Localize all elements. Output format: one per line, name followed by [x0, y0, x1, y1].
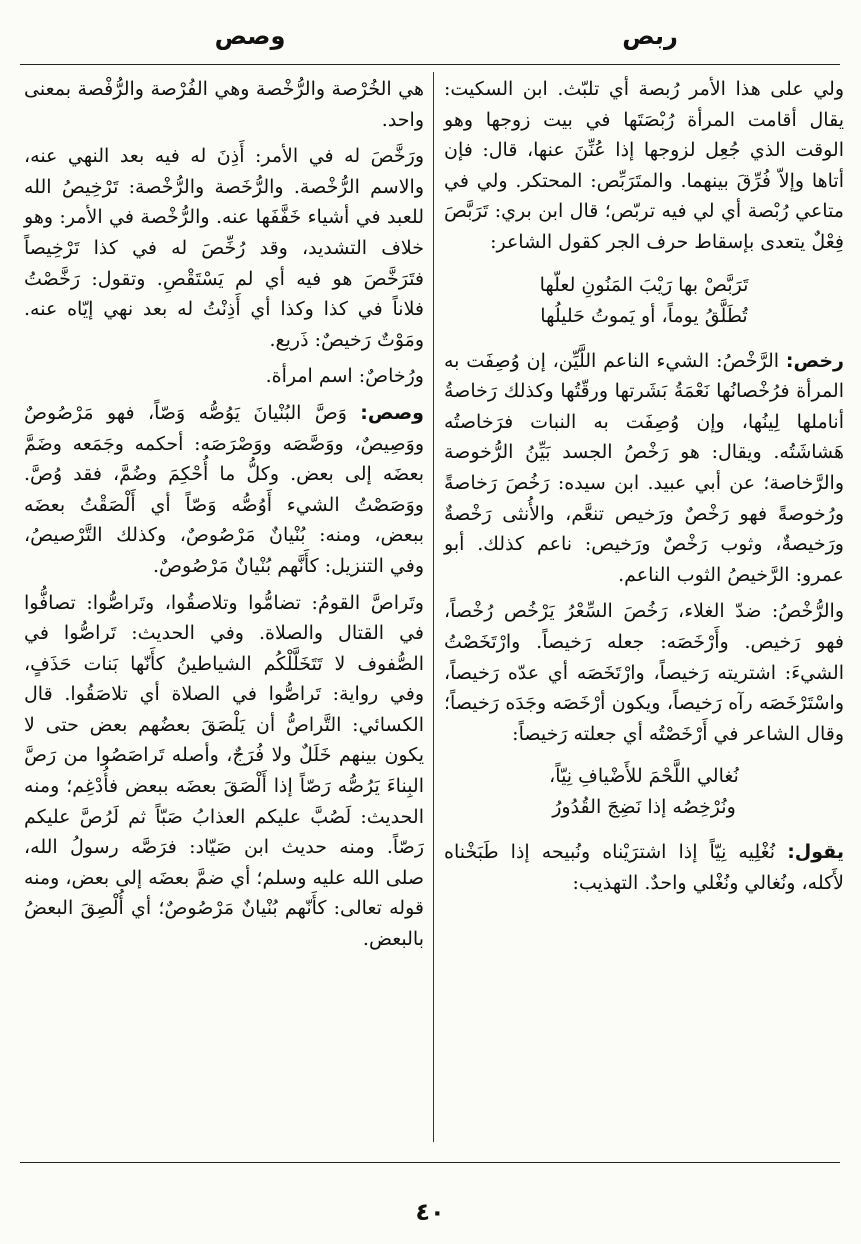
- left-column: [24, 74, 424, 961]
- verse-line: تُطَلَّقُ يوماً، أو يَموتُ حَليلُها: [540, 304, 748, 327]
- paragraph: [24, 398, 424, 582]
- paragraph: هي الخُرْصة والرُّخْصة وهي الفُرْصة والرُّفْصة بمعنى واحد.: [24, 78, 424, 131]
- verse-line: تَرَبَّصْ بها رَيْبَ المَنُونِ لعلّها: [539, 273, 749, 296]
- verse-line: نُغالي اللَّحْمَ للأَضْيافِ نِيّاً،: [549, 765, 739, 788]
- entry-text: نُغْلِيه نِيّاً إذا اشترَيْناه ونُبيحه إذا طَبَخْناه لأَكله، ونُغالي ونُغْلي واحدٌ. التهذيب:: [444, 841, 844, 894]
- paragraph: [444, 837, 844, 898]
- verse-line: ونُرْخِصُه إذا نَضِجَ القُدُورُ: [552, 796, 736, 819]
- verse: [444, 761, 844, 823]
- entry-text: وَصَّ البُنْيانَ يَوُصُّه وَصّاً، فهو مَرْصُوصٌ ووَصِيصٌ، ووَصَّصَه ووَصْرَصَه: أحكمه وجَمَعه وضَمَّ بعضَه إلى بعض. وكلُّ ما أُحْكِمَ وضُمَّ، فقد وُصَّ. ووَصَصْتُ الشيء أَوُصُّه وَصّاً أي أَلْصَقْتُ بعضَه ببعض، ومنه: بُنْيانٌ مَرْصُوصٌ، وكذلك التَّرْصيصُ، وفي التنزيل: كأَنَّهم بُنْيانٌ مَرْصُوصٌ.: [24, 401, 424, 577]
- top-rule: [20, 64, 840, 65]
- paragraph: وتَراصَّ القومُ: تضامُّوا وتلاصقُوا، وتَراصُّوا: تصافُّوا في القتال والصلاة. وفي الحديث: تَراصُّوا في الصُّفوف لا تَتَخَلَّلْكُم الشياطينُ كأَنّها بَنات حَذَفٍ، وفي رواية: تَراصُّوا في الصلاة أي تلاصَقُوا. قال الكسائي: التَّراصُّ أن يَلْصَقَ بعضُهم بعض حتى لا يكون بينهم خَلَلٌ ولا فُرَجٌ، وأصله تَراصَصُوا من رَصَّ البِناءَ يَرُصُّه رَصّاً إذا أَلْصَقَ بعضَه ببعض فأُدْغِم؛ ومنه الحديث: لَصُبَّ عليكم العذابُ صَبّاً ثم لَرُصَّ عليكم رَصّاً. ومنه حديث ابن صَيّاد: فرَصَّه رسولُ الله، صلى الله عليه وسلم؛ أي ضمَّ بعضَه إلى بعض، ومنه قوله تعالى: كأَنّهم بُنْيانٌ مَرْصُوصٌ؛ أي أُلْصِقَ البعضُ بالبعض.: [24, 591, 424, 951]
- paragraph: [444, 346, 844, 591]
- paragraph: ولي على هذا الأمر رُبصة أي تلبّث. ابن السكيت: يقال أقامت المرأة رُبْصَتَها في بيت زوجها وهو الوقت الذي جُعِل لزوجها إذا عُنِّنَ عنها، قال: فإن أتاها وإلاّ فُرِّقَ بينهما. والمتَرَبِّص: المحتكر. ولي في متاعي رُبْصة أي لي فيه تربّص؛ قال ابن بري: تَرَبَّصَ فِعْلٌ يتعدى بإسقاط حرف الجر كقول الشاعر:: [444, 78, 844, 253]
- entry-text: الرَّخْصُ: الشيء الناعم اللَّيِّن، إن وُصِفَت به المرأة فرُخْصانُها نَعْمَةُ بَشَرتها ورقّتُها وكذلك رَخاصةُ أناملها لِينُها، وإن وُصِفَت به النبات فرَخاصتُه هَشاشَتُه. ويقال: هو رَخْصُ الجسد بَيِّنُ الرُّخوصة والرَّخاصة؛ عن أبي عبيد. ابن سيده: رَخُصَ رَخاصةً ورُخوصةً فهو رَخْصٌ ورَخيص تنعَّم، والأُنثى رَخْصةٌ ورَخيصةٌ، وثوب رَخْصٌ ورَخيص: ناعم كذلك. أبو عمرو: الرَّخيصُ الثوب الناعم.: [444, 349, 844, 586]
- entry-headword: يقول:: [787, 841, 844, 864]
- paragraph: ورَخَّصَ له في الأمر: أَذِنَ له فيه بعد النهي عنه، والاسم الرُّخْصة. والرُّخَصة والرُّخْصة: تَرْخِيصُ الله للعبد في أشياء خَفَّفَها عنه. والرُّخْصة في الأمر: وهو خلاف التشديد، وقد رُخِّصَ له في كذا تَرْخِيصاً فتَرَخَّصَ هو فيه أي لم يَسْتَقْصِ. وتقول: رَخَّصْتُ فلاناً في كذا وكذا أي أَذِنْتُ له بعد نهي إيّاه عنه. ومَوْتٌ رَخيصٌ: ذَريع.: [24, 145, 424, 351]
- verse: [444, 270, 844, 332]
- entry-headword: رخص:: [785, 349, 844, 372]
- paragraph: والرُّخْصُ: ضدّ الغلاء، رَخُصَ السِّعْرُ يَرْخُص رُخْصاً، فهو رَخيص. وأَرْخَصَه: جعله رَخيصاً. وارْتَخَصْتُ الشيءَ: اشتريته رَخيصاً، وارْتَخَصَه أي عدّه رَخيصاً، واسْتَرْخَصَه رآه رَخيصاً، ويكون أرْخَصَه وجَدَه رَخيصاً؛ وقال الشاعر في أَرْخَصْتُه أي جعلته رَخيصاً:: [444, 600, 844, 745]
- header-left-word: وصص: [214, 22, 286, 50]
- bottom-rule: [20, 1162, 840, 1163]
- header-right-word: ربص: [622, 22, 678, 50]
- column-divider: [433, 72, 434, 1142]
- right-column: [444, 74, 844, 904]
- entry-headword: وصص:: [360, 401, 424, 424]
- page-number: ٤٠: [415, 1198, 445, 1226]
- paragraph: ورُخاصٌ: اسم امرأة.: [265, 365, 424, 388]
